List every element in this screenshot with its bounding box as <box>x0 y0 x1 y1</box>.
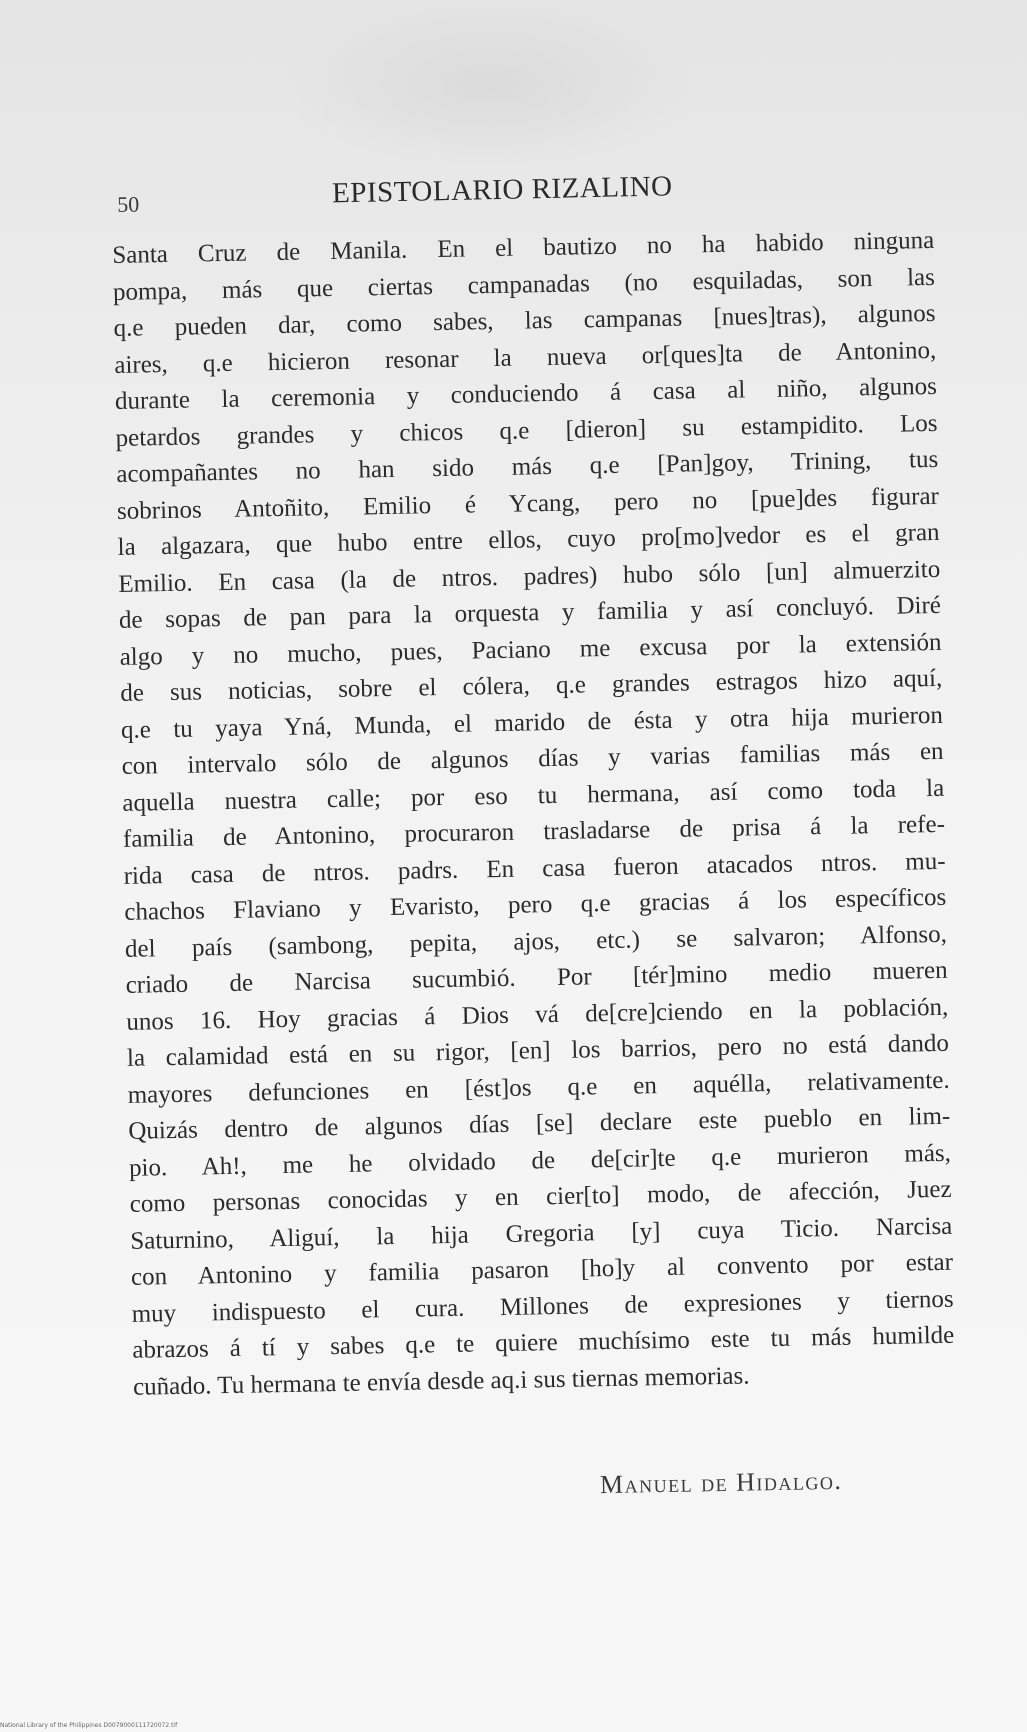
body-line: sobrinos Antoñito, Emilio é Ycang, pero no [pue]des figurar <box>116 482 940 525</box>
body-line: q.e pueden dar, como sabes, las campanas [nues]tras), algunos <box>113 299 936 342</box>
body-line: unos 16. Hoy gracias á Dios vá de[cre]ciendo en la población, <box>126 993 949 1036</box>
body-line: mayores defunciones en [ést]os q.e en aquélla, relativamente. <box>127 1066 950 1109</box>
body-line: Saturnino, Aliguí, la hija Gregoria [y] cuya Ticio. Narcisa <box>130 1212 953 1255</box>
body-line: aquella nuestra calle; por eso tu hermana, así como toda la <box>122 774 945 817</box>
body-line: Emilio. En casa (la de ntros. padres) hubo sólo [un] almuerzito <box>118 555 941 598</box>
running-title: EPISTOLARIO RIZALINO <box>331 170 673 210</box>
body-line: pompa, más que ciertas campanadas (no esquiladas, son las <box>112 263 936 306</box>
body-line: Santa Cruz de Manila. En el bautizo no ha habido ninguna <box>112 226 935 269</box>
page-number: 50 <box>116 191 140 217</box>
body-line: la calamidad está en su rigor, [en] los barrios, pero no está dando <box>126 1029 950 1072</box>
body-line: del país (sambong, pepita, ajos, etc.) se salvaron; Alfonso, <box>124 920 948 963</box>
body-line: con intervalo sólo de algunos días y varias familias más en <box>121 737 944 780</box>
body-line: con Antonino y familia pasaron [ho]y al convento por estar <box>130 1248 954 1291</box>
page-smudge <box>280 0 700 170</box>
body-line: petardos grandes y chicos q.e [dieron] su estampidito. Los <box>115 409 938 452</box>
letter-body <box>112 223 955 1406</box>
body-line: aires, q.e hicieron resonar la nueva or[ques]ta de Antonino, <box>114 336 937 379</box>
body-line: familia de Antonino, procuraron trasladarse de prisa á la refe- <box>122 810 946 853</box>
body-line: la algazara, que hubo entre ellos, cuyo pro[mo]vedor es el gran <box>117 518 940 561</box>
body-line: durante la ceremonia y conduciendo á casa al niño, algunos <box>114 372 938 415</box>
body-line: como personas conocidas y en cier[to] modo, de afección, Juez <box>129 1175 952 1218</box>
body-line: rida casa de ntros. padrs. En casa fueron atacados ntros. mu- <box>123 847 946 890</box>
body-line: abrazos á tí y sabes q.e te quiere muchísimo este tu más humilde <box>132 1321 955 1364</box>
body-line: criado de Narcisa sucumbió. Por [tér]mino medio mueren <box>125 956 948 999</box>
body-line: algo y no mucho, pues, Paciano me excusa por la extensión <box>119 628 942 671</box>
body-line: q.e tu yaya Yná, Munda, el marido de ésta y otra hija murieron <box>120 701 944 744</box>
footer-credit: National Library of the Philippines D0079000111720072.tif <box>0 1722 178 1729</box>
body-line: chachos Flaviano y Evaristo, pero q.e gracias á los específicos <box>124 883 947 926</box>
body-line: pio. Ah!, me he olvidado de de[cir]te q.e murieron más, <box>128 1139 952 1182</box>
body-line: de sopas de pan para la orquesta y familia y así concluyó. Diré <box>118 591 942 634</box>
page-header <box>113 151 914 218</box>
body-line: Quizás dentro de algunos días [se] declare este pueblo en lim- <box>128 1102 951 1145</box>
body-line: muy indispuesto el cura. Millones de expresiones y tiernos <box>131 1285 954 1328</box>
body-line: cuñado. Tu hermana te envía desde aq.i sus tiernas memorias. <box>132 1362 750 1401</box>
signature: Manuel de Hidalgo. <box>599 1465 843 1500</box>
body-line: acompañantes no han sido más q.e [Pan]goy, Trining, tus <box>116 445 939 488</box>
body-line: de sus noticias, sobre el cólera, q.e grandes estragos hizo aquí, <box>120 664 943 707</box>
